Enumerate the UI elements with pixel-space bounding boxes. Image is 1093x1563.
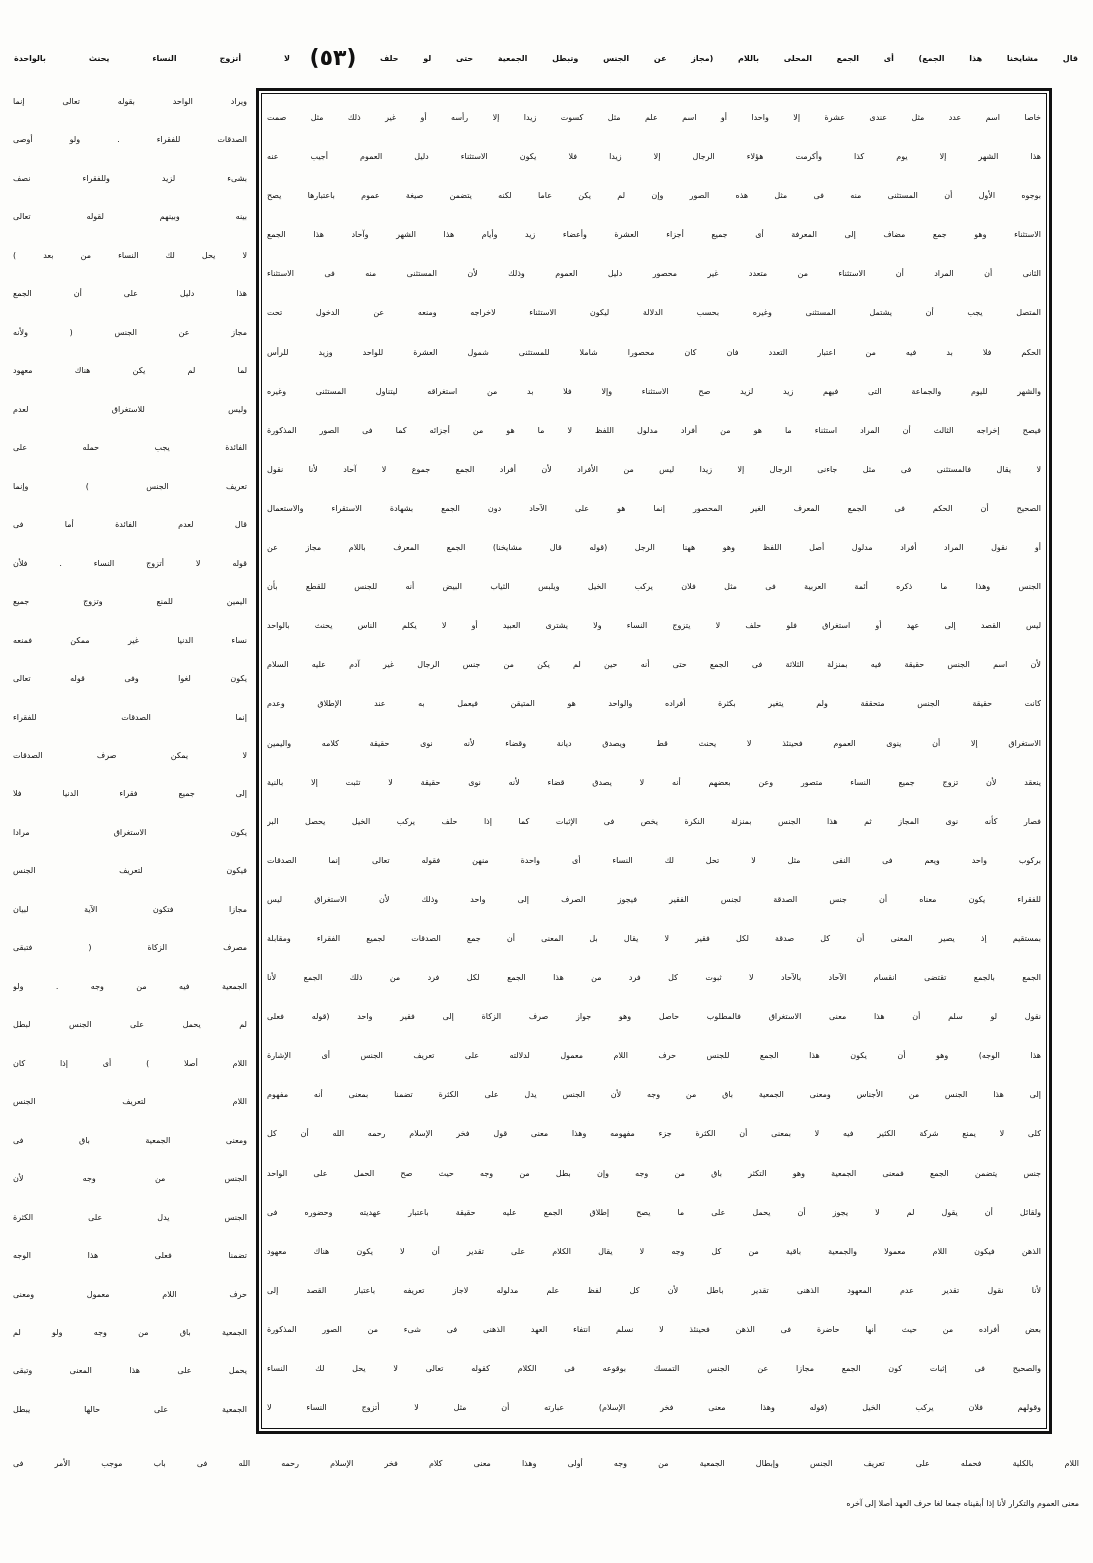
commentary-line: ولقائل أن يقول لم لا يجوز أن يحمل على ما يصح إطلاق الجمع عليه حقيقة باعتبار عهديته وحضوره فى — [267, 1207, 1041, 1217]
margin-line: تضمنا فعلى هذا الوجه — [13, 1251, 247, 1261]
margin-line: مجازا فتكون الآية لبيان — [13, 904, 247, 914]
commentary-line: بمستقيم إذ يصير المعنى أن كل صدقة لكل فقير لا يقال بل المعنى أن جمع الصدقات لجميع الفقراء ومقابلة — [267, 933, 1041, 943]
margin-line: الجمعية باق من وجه ولو لم — [13, 1328, 247, 1337]
commentary-line: والشهر لليوم والجماعة التى فيهم زيد لزيد صح الاستثناء وإلا فلا بد من استغراقه ليتناول المستثنى وغيره — [267, 386, 1041, 396]
commentary-line: وقولهم فلان يركب الخيل (قوله وهذا معنى فخر الإسلام) عبارته أن مثل لا أتزوج النساء لا — [267, 1403, 1041, 1413]
commentary-line: الحكم فلا بد فيه من اعتبار التعدد فان كان محصورا شاملا للمستثنى شمول العشرة للواحد وزيد للرأس — [267, 347, 1041, 357]
commentary-line: الاستغراق إلا أن ينوى العموم فحينئذ لا يحنث قط ويصدق ديانة وقضاء لأنه نوى حقيقة كلامه واليمين — [267, 738, 1041, 748]
commentary-line: الجنس وهذا ما ذكره أئمة العربية فى مثل فلان يركب الخيل ويلبس الثياب البيض أنه للجنس للقطع بأن — [267, 582, 1041, 592]
commentary-line: لا يقال فالمستثنى فى مثل جاءنى الرجال إلا زيدا ليس من الأفراد لأن أفراد الجمع جموع لا آحاد لأنا نقول — [267, 464, 1041, 474]
margin-line: بشىء لزيد وللفقراء نصف — [13, 173, 247, 183]
margin-line: حرف اللام معمول ومعنى — [13, 1289, 247, 1299]
matn-margin-column — [13, 83, 247, 1429]
margin-line: مجاز عن الجنس ( ولأنه — [13, 327, 247, 337]
margin-line: الجنس يدل على الكثرة — [13, 1212, 247, 1222]
page-number: (٥٣) — [309, 46, 357, 71]
margin-line: تعريف الجنس ) وإنما — [13, 481, 247, 491]
commentary-line: بوجوه الأول أن المستثنى منه فى مثل هذه الصور وإن لم يكن عاما لكنه يتضمن صيغة عموم باعتبارها يصح — [267, 191, 1041, 201]
margin-line: يحمل على هذا المعنى وتبقى — [13, 1366, 247, 1376]
commentary-line: فصار كأنه نوى المجاز ثم هذا الجنس بمنزلة النكرة يخص فى الإثبات كما إذا حلف يركب الخيل يحصل البر — [267, 816, 1041, 826]
commentary-line: الذهن فيكون اللام معمولا والجمعية باقية من كل وجه لا يقال الكلام على تقدير أن لا يكون هناك معهود — [267, 1246, 1041, 1256]
commentary-line: فيصح إخراجه الثالث أن المراد استثناء ما هو من أفراد مدلول اللفظ لا ما هو من أجزائه كما فى الصور المذكورة — [267, 425, 1041, 435]
commentary-box — [256, 88, 1052, 1434]
margin-line: الجنس من وجه لأن — [13, 1174, 247, 1184]
margin-line: الجمعية فيه من وجه . ولو — [13, 981, 247, 991]
commentary-line: كانت حقيقة الجنس متحققة ولم يتغير بكثرة أفراده والواحد هو المتيقن فيعمل به عند الإطلاق وعدم — [267, 699, 1041, 709]
commentary-line: لأن اسم الجنس حقيقة فيه بمنزلة الثلاثة فى الجمع حتى أنه حين لم يكن من جنس الرجال غير آدم عليه السلام — [267, 660, 1041, 670]
commentary-line: نقول لو سلم أن هذا معنى الاستغراق فالمطلوب حاصل وهو جواز صرف الزكاة إلى فقير واحد (قوله فعلى — [267, 1012, 1041, 1022]
margin-line: اللام أصلا ) أى إذا كان — [13, 1058, 247, 1068]
margin-line: وليس للاستغراق لعدم — [13, 404, 247, 414]
continuation-text — [13, 1444, 1079, 1524]
margin-line: إلى جميع فقراء الدنيا فلا — [13, 789, 247, 799]
margin-line: لا يمكن صرف الصدقات — [13, 750, 247, 760]
margin-line: لا يحل لك النساء من بعد ) — [13, 250, 247, 260]
margin-line: مصرف الزكاة ( فتبقى — [13, 943, 247, 953]
margin-line: بينه وبينهم لقوله تعالى — [13, 212, 247, 222]
margin-line: الفائدة يجب حمله على — [13, 443, 247, 453]
commentary-line: هذا الوجه) وهو أن يكون هذا الجمع للجنس حرف اللام معمول لدلالته على تعريف الجنس أى الإشارة — [267, 1051, 1041, 1061]
commentary-line: والصحيح فى إثبات كون الجمع مجازا عن الجنس التمسك بوقوعه فى الكلام كقوله تعالى لا يحل لك النساء — [267, 1364, 1041, 1373]
margin-line: الصدقات للفقراء . ولو أوصى — [13, 135, 247, 145]
margin-line: اليمين للمنع وتزوج جميع — [13, 597, 247, 607]
continuation-line: معنى العموم والتكرار لأنا إذا أبقيناه جمعا لغا حرف العهد أصلا إلى آخره — [846, 1499, 1079, 1508]
commentary-line: الصحيح أن الحكم فى الجمع المعرف الغير المحصور إنما هو على الآحاد دون الجمع بشهادة الاستقراء والاستعمال — [267, 503, 1041, 513]
commentary-line: بركوب واحد ويعم فى النفى مثل لا تحل لك النساء أى واحدة منهن فقوله تعالى إنما الصدقات — [267, 855, 1041, 865]
commentary-line: إلى هذا الجنس من الأجناس ومعنى الجمعية باق من وجه لأن الجنس يدل على الكثرة تضمنا بمعنى أنه مفهوم — [267, 1090, 1041, 1100]
commentary-line: هذا الشهر إلا يوم كذا وأكرمت هؤلاء الرجال إلا زيدا فلا يكون الاستثناء دليل العموم أجيب عنه — [267, 152, 1041, 162]
margin-line: ويراد الواحد بقوله تعالى إنما — [13, 97, 247, 106]
commentary-line: بعض أفراده من حيث أنها حاضرة فى الذهن فحينئذ لا نسلم انتفاء العهد الذهنى فى شىء من الصور المذكورة — [267, 1324, 1041, 1334]
margin-line: نساء الدنيا غير ممكن فمنعه — [13, 635, 247, 645]
margin-line: لم يحمل على الجنس لبطل — [13, 1020, 247, 1030]
commentary-line: لأنا نقول تقدير عدم المعهود الذهنى تقدير باطل لأن كل لفظ علم مدلوله لاجاز تعريفه باعتبار القصد إلى — [267, 1285, 1041, 1295]
commentary-line: ينعقد لأن تزوج جميع النساء متصور وعن بعضهم أنه لا يصدق قضاء لأنه نوى حقيقة لا تثبت إلا بالنية — [267, 777, 1041, 787]
header-title-right: قال مشايخنا هذا الجمع) أى الجمع المحلى باللام (مجاز عن الجنس وتبطل الجمعية حتى لو حلف — [380, 54, 1078, 63]
margin-line: اللام لتعريف الجنس — [13, 1097, 247, 1107]
header-title-left: لا أتزوج النساء يحنث بالواحدة — [14, 54, 290, 63]
commentary-line: المتصل يجب أن يشتمل المستثنى وغيره بحسب الدلالة ليكون الاستثناء لاخراجه ومنعه عن الدخول تحت — [267, 308, 1041, 318]
margin-line: هذا دليل على أن الجمع — [13, 289, 247, 299]
commentary-line: كلى لا يمنع شركة الكثير فيه لا بمعنى أن الكثرة جزء مفهومه وهذا معنى قول فخر الإسلام رحمه الله أن كل — [267, 1129, 1041, 1139]
commentary-line: أو نقول المراد أفراد مدلول أصل اللفظ وهو ههنا الرجل (قوله قال مشايخنا) الجمع المعرف باللام مجاز عن — [267, 543, 1041, 553]
commentary-line: جنس يتضمن الجمع فمعنى الجمعية وهو التكثر باق من وجه وإن بطل من وجه حيث صح الحمل على الواحد — [267, 1168, 1041, 1178]
margin-line: لما لم يكن هناك معهود — [13, 366, 247, 376]
margin-line: قال لعدم الفائدة أما فى — [13, 520, 247, 530]
commentary-text — [267, 98, 1041, 1427]
margin-line: يكون لغوا وفى قوله تعالى — [13, 674, 247, 684]
commentary-line: للفقراء يكون معناه أن جنس الصدقة لجنس الفقير فيجوز الصرف إلى واحد وذلك لأن الاستغراق ليس — [267, 894, 1041, 904]
commentary-line: خاصا اسم عدد مثل عندى عشرة إلا واحدا أو اسم علم مثل كسوت زيدا إلا رأسه أو غير ذلك مثل صمت — [267, 113, 1041, 122]
margin-line: الجمعية على حالها يبطل — [13, 1404, 247, 1414]
margin-line: إنما الصدقات للفقراء — [13, 712, 247, 722]
margin-line: قوله لا أتزوج النساء . فلأن — [13, 558, 247, 568]
commentary-line: ليس القصد إلى عهد أو استغراق فلو حلف لا يتزوج النساء ولا يشترى العبيد أو لا يكلم الناس يحنث بالواحد — [267, 621, 1041, 631]
margin-line: يكون الاستغراق مرادا — [13, 827, 247, 837]
margin-line: ومعنى الجمعية باق فى — [13, 1135, 247, 1145]
commentary-line: الجمع بالجمع تقتضى انقسام الآحاد بالآحاد لا ثبوت كل فرد من هذا الجمع لكل فرد من ذلك الجمع لأنا — [267, 973, 1041, 983]
continuation-line: اللام بالكلية فحمله على تعريف الجنس وإبطال الجمعية من وجه أولى وهذا معنى كلام فخر الإسلام رحمه الله فى باب موجب الأمر فى — [13, 1459, 1079, 1468]
commentary-line: الثانى أن المراد أن الاستثناء من متعدد غير محصور دليل العموم وذلك لأن المستثنى منه فى الاستثناء — [267, 269, 1041, 279]
margin-line: فيكون لتعريف الجنس — [13, 866, 247, 876]
commentary-line: الاستثناء وهو جمع مضاف إلى المعرفة أى جميع أجزاء العشرة وأعضاء زيد وأيام هذا الشهر وآحاد هذا الجمع — [267, 230, 1041, 240]
